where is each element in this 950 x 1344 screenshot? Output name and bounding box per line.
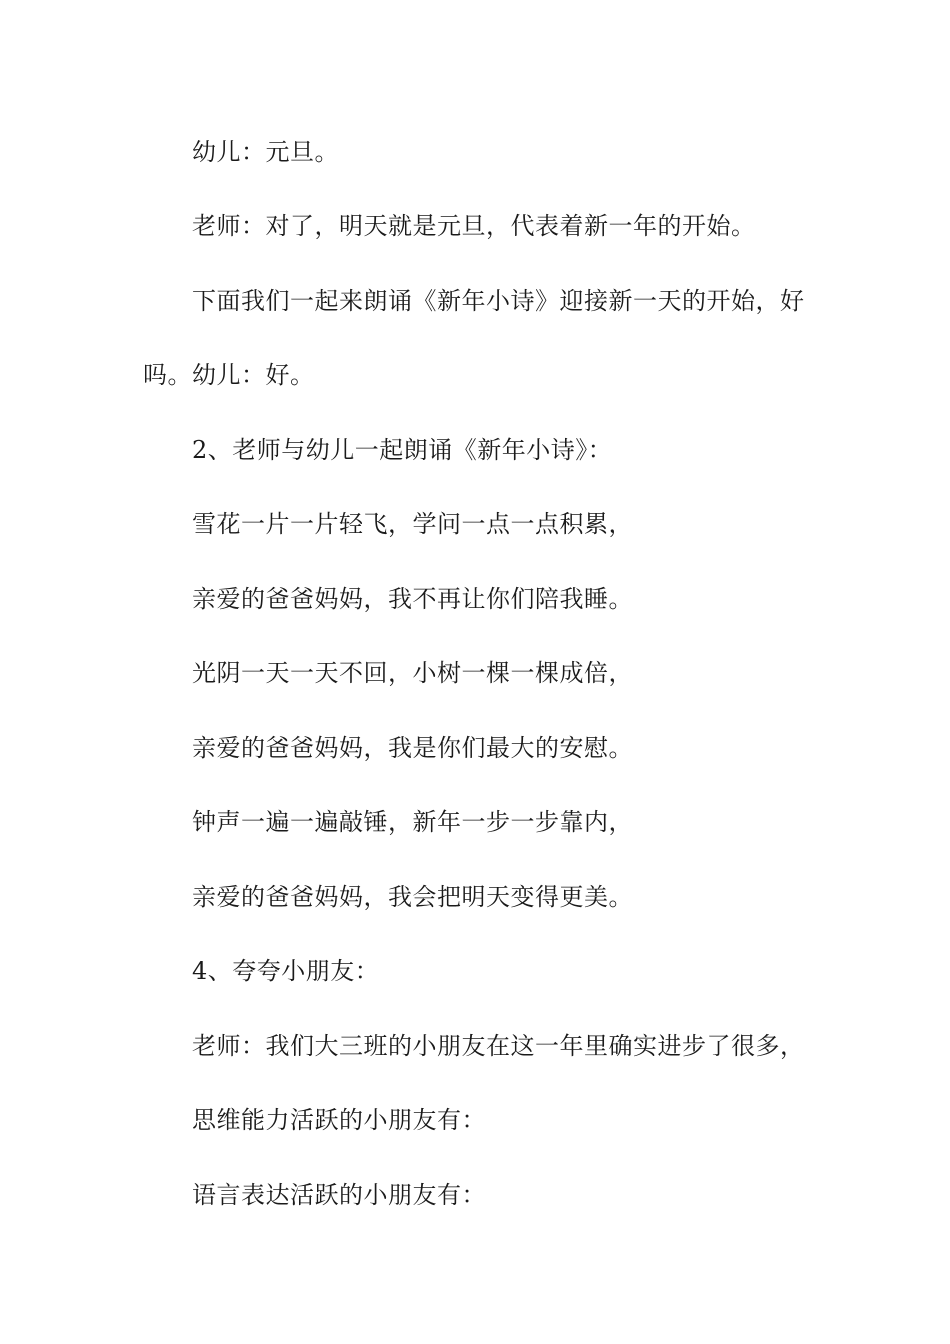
poem-line: 光阴一天一天不回，小树一棵一棵成倍， [192,659,633,687]
paragraph-line: 语言表达活跃的小朋友有： [192,1181,486,1209]
paragraph-line: 老师：对了，明天就是元旦，代表着新一年的开始。 [192,212,756,240]
poem-line: 亲爱的爸爸妈妈，我不再让你们陪我睡。 [192,585,633,613]
poem-line: 亲爱的爸爸妈妈，我是你们最大的安慰。 [192,734,633,762]
section-heading: 4、夸夸小朋友： [192,957,380,985]
paragraph-line: 幼儿：元旦。 [192,138,339,166]
poem-line: 雪花一片一片轻飞，学问一点一点积累， [192,510,633,538]
paragraph-line: 老师：我们大三班的小朋友在这一年里确实进步了很多， [192,1032,805,1060]
poem-line: 钟声一遍一遍敲锤，新年一步一步靠内， [192,808,633,836]
paragraph-line: 思维能力活跃的小朋友有： [192,1106,486,1134]
section-heading: 2、老师与幼儿一起朗诵《新年小诗》： [192,436,613,464]
paragraph-line: 下面我们一起来朗诵《新年小诗》迎接新一天的开始，好 [192,287,805,315]
poem-line: 亲爱的爸爸妈妈，我会把明天变得更美。 [192,883,633,911]
paragraph-line: 吗。幼儿：好。 [143,361,315,389]
